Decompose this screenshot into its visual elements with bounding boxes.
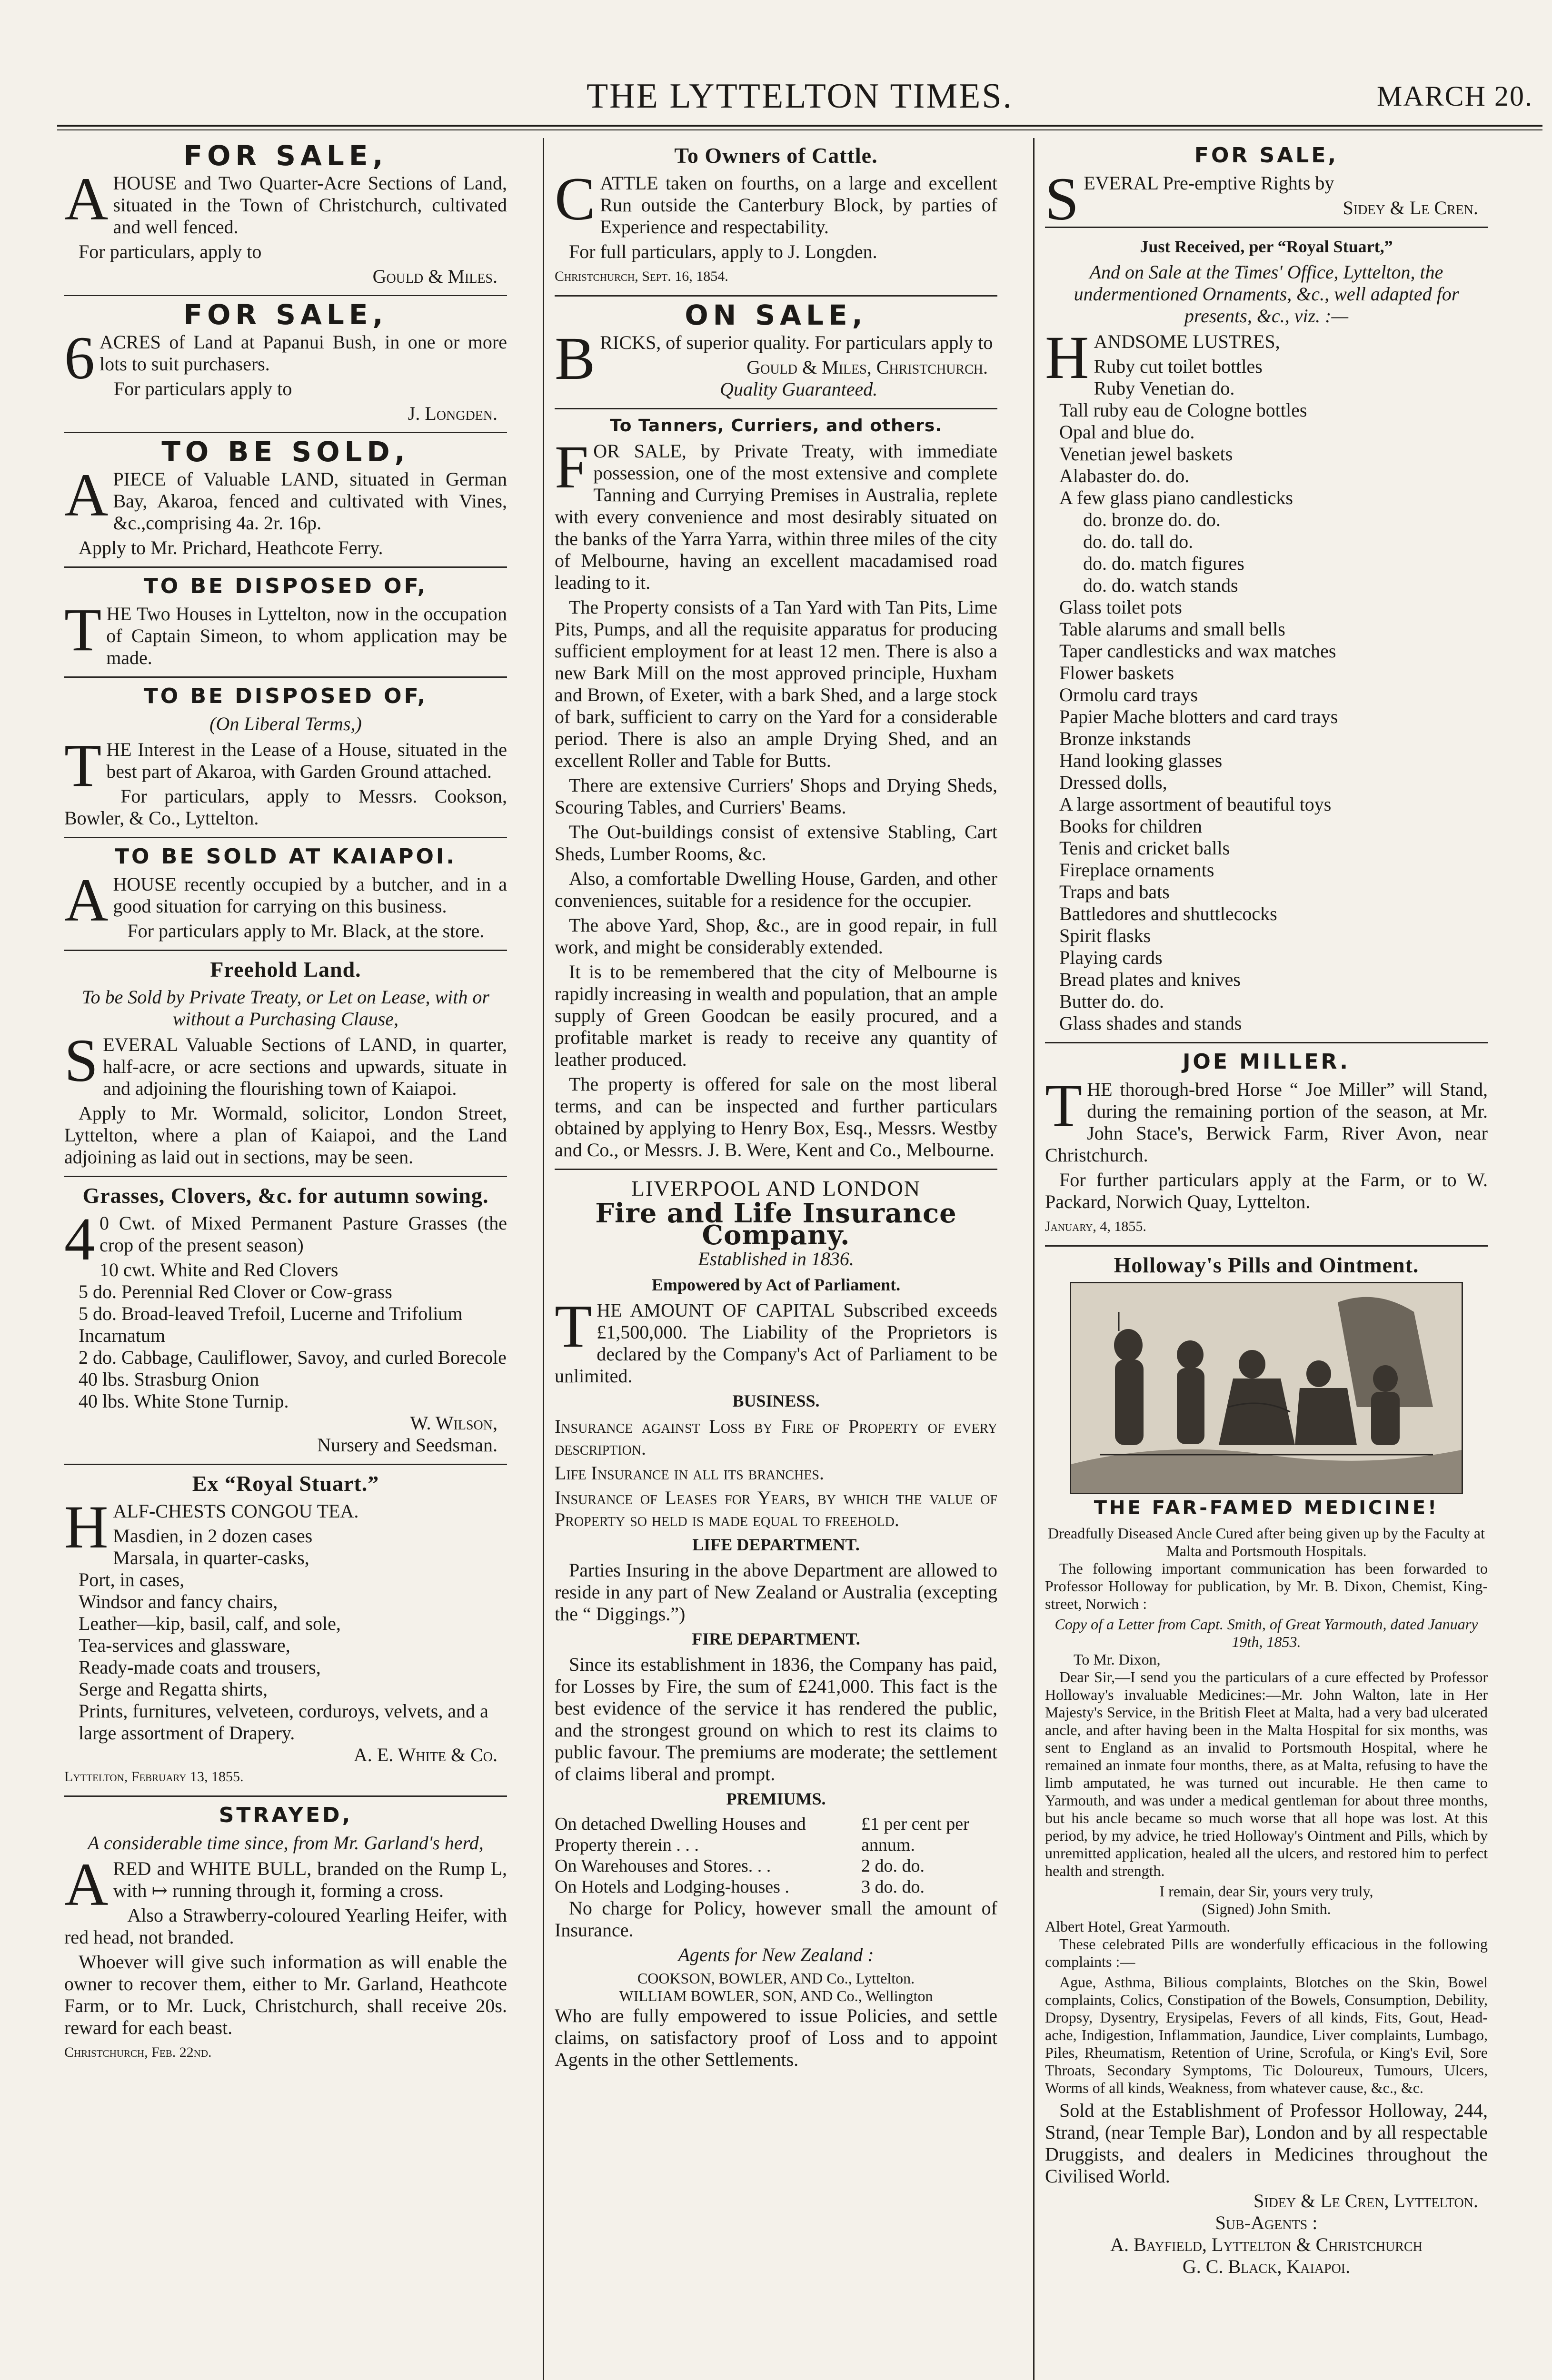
premium-item: On detached Dwelling Houses and Property therein . . .	[555, 1814, 806, 1855]
ad-heading: Just Received, per “Royal Stuart,”	[1140, 237, 1393, 256]
ad-subheading: To be Sold by Private Treaty, or Let on Lease, with or without a Purchasing Clause,	[82, 986, 489, 1030]
ad-text: No charge for Policy, however small the amount of Insurance.	[555, 1897, 997, 1941]
list-item: Tenis and cricket balls	[1059, 837, 1230, 859]
premium-item: On Hotels and Lodging-houses .	[555, 1877, 789, 1897]
list-item: do. bronze do. do.	[1083, 509, 1221, 530]
list-item: Hand looking glasses	[1059, 750, 1223, 771]
ad-heading: LIVERPOOL AND LONDON	[631, 1176, 921, 1200]
list-item: A large assortment of beautiful toys	[1059, 793, 1332, 815]
list-item: A few glass piano candlesticks	[1059, 487, 1293, 508]
divider	[64, 432, 507, 433]
ad-royal-stuart-goods	[64, 1473, 507, 1788]
divider	[64, 1795, 507, 1797]
list-item: Venetian jewel baskets	[1059, 443, 1233, 465]
ad-signature: J. Longden.	[408, 403, 497, 424]
premium-rate: 2 do. do.	[861, 1856, 925, 1876]
list-item: do. do. watch stands	[1083, 575, 1238, 596]
ad-heading: JOE MILLER.	[1183, 1050, 1350, 1074]
agent-line: A. Bayfield, Lyttelton & Christchurch	[1110, 2234, 1423, 2255]
ad-text: Dreadfully Diseased Ancle Cured after being given up by the Faculty at Malta and Portsmouth Hospitals.	[1048, 1525, 1485, 1559]
ad-text: The Property consists of a Tan Yard with Tan Pits, Lime Pits, Pumps, and all the requisite apparatus for producing sufficient employment for at least 12 men. There is also a new Bark Mill on the most approved principle, Huxham and Brown, of Exeter, with a bark Shed, and a large stock of bark, sufficient to carry on the Yard for a considerable period. There is also an ample Drying Shed, and an excellent Roller and Table for Butts.	[555, 596, 997, 771]
ad-text: For particulars, apply to Messrs. Cookson, Bowler, & Co., Lyttelton.	[64, 785, 507, 829]
column-rule-1	[543, 138, 544, 2380]
newspaper-title: THE LYTTELTON TIMES.	[586, 77, 1013, 116]
ad-text: Dear Sir,—I send you the particulars of a cure effected by Professor Holloway's invaluable Medicines:—Mr. John Walton, late in Her Majesty's Service, in the British Fleet at Malta, had a very bad ulcerated ancle, and after having been in the Malta Hospital for six months, was sent to England as an invalid to Portsmouth Hospital, where he remained an inmate four months, there, as at Malta, refusing to have the limb amputated, he was turned out incurable. He then came to Yarmouth, and was under a medical gentleman for about three months, but his ancle became so much worse that all hope was lost. At this period, by my advice, he tried Holloway's Ointment and Pills, which by unremitted application, healed all the ulcers, and restored him to perfect health and strength.	[1045, 1668, 1488, 1879]
list-item: Table alarums and small bells	[1059, 618, 1285, 640]
ad-heading: ON SALE,	[685, 299, 867, 331]
ad-text: The following important communication has been forwarded to Professor Holloway for publication, by Mr. B. Dixon, Chemist, King-street, Norwich :	[1045, 1560, 1488, 1612]
ad-joe-miller	[1045, 1051, 1488, 1238]
ad-grasses-clovers	[64, 1185, 507, 1456]
ad-text: Whoever will give such information as will enable the owner to recover them, either to Mr. Garland, Heathcote Farm, or to Mr. Luck, Christchurch, shall receive 20s. reward for each beast.	[64, 1951, 507, 2038]
ad-text: Life Insurance in all its branches.	[555, 1462, 825, 1484]
section-heading: LIFE DEPARTMENT.	[692, 1535, 860, 1554]
divider	[64, 295, 507, 296]
ad-heading: TO BE SOLD AT KAIAPOI.	[115, 844, 457, 869]
ad-heading: Freehold Land.	[210, 957, 361, 982]
ad-text: Ague, Asthma, Bilious complaints, Blotches on the Skin, Bowel complaints, Colics, Constipation of the Bowels, Consumption, Debility, Dropsy, Dysentry, Erysipelas, Fevers of all kinds, Fits, Gout, Head-ache, Indigestion, Inflammation, Jaundice, Liver complaints, Lumbago, Piles, Rheumatism, Retention of Urine, Scrofula, or King's Evil, Sore Throats, Secondary Symptoms, Tic Doloureux, Tumours, Ulcers, Worms of all kinds, Weakness, from whatever cause, &c., &c.	[1045, 1973, 1488, 2096]
ad-text: Who are fully empowered to issue Policies, and settle claims, on satisfactory proof of Loss and to appoint Agents in the other Settlements.	[555, 2005, 997, 2070]
list-item: 40 lbs. Strasburg Onion	[79, 1368, 259, 1390]
list-item: Tall ruby eau de Cologne bottles	[1059, 399, 1307, 421]
table-row	[555, 1876, 997, 1897]
list-item: Ruby cut toilet bottles	[1094, 356, 1263, 377]
ad-text: Insurance against Loss by Fire of Property of every description.	[555, 1416, 997, 1459]
list-item: Windsor and fancy chairs,	[79, 1591, 278, 1612]
list-item: Opal and blue do.	[1059, 421, 1195, 443]
ad-heading: Grasses, Clovers, &c. for autumn sowing.	[82, 1183, 489, 1208]
list-item: Taper candlesticks and wax matches	[1059, 640, 1336, 662]
list-item: Glass shades and stands	[1059, 1012, 1242, 1034]
ad-bricks	[555, 299, 997, 400]
ad-body: SEVERAL Valuable Sections of LAND, in quarter, half-acre, or acre sections and upwards, situate in and adjoining the flourishing town of Kaiapoi.	[64, 1027, 507, 1099]
ad-text: Parties Insuring in the above Department are allowed to reside in any part of New Zealand or Australia (excepting the “ Diggings.”)	[555, 1559, 997, 1625]
ad-body: HANDSOME LUSTRES,	[1045, 324, 1280, 391]
ad-heading: FOR SALE,	[183, 298, 388, 331]
issue-date: MARCH 20.	[1376, 80, 1533, 112]
established: Established in 1836.	[698, 1248, 854, 1269]
column-rule-2	[1033, 138, 1035, 2380]
list-item: Spirit flasks	[1059, 925, 1151, 946]
table-row	[555, 1814, 997, 1855]
list-item: Alabaster do. do.	[1059, 465, 1190, 486]
ad-text: These celebrated Pills are wonderfully efficacious in the following complaints :—	[1045, 1935, 1488, 1970]
list-item: Ready-made coats and trousers,	[79, 1656, 321, 1678]
ad-body: AHOUSE and Two Quarter-Acre Sections of Land, situated in the Town of Christchurch, cultivated and well fenced.	[64, 165, 507, 238]
sub-agents-heading: Sub-Agents :	[1215, 2212, 1318, 2233]
ad-signature: Gould & Miles.	[372, 266, 497, 287]
ad-body: THE thorough-bred Horse “ Joe Miller” will Stand, during the remaining portion of the season, at Mr. John Stace's, Berwick Farm, River Avon, near Christchurch.	[1045, 1071, 1488, 1166]
section-heading: BUSINESS.	[732, 1391, 820, 1410]
divider	[64, 1176, 507, 1177]
ad-text: The Out-buildings consist of extensive Stabling, Cart Sheds, Lumber Rooms, &c.	[555, 821, 997, 864]
premium-rate: £1 per cent per annum.	[861, 1814, 969, 1855]
ad-german-bay-land	[64, 436, 507, 559]
list-item: Ormolu card trays	[1059, 684, 1198, 705]
list-item: Tea-services and glassware,	[79, 1635, 290, 1656]
ad-strayed-bull	[64, 1805, 507, 2063]
section-heading: PREMIUMS.	[726, 1789, 826, 1808]
list-item: Serge and Regatta shirts,	[79, 1678, 268, 1700]
ad-two-houses	[64, 575, 507, 669]
seed-list	[64, 1259, 507, 1412]
premium-item: On Warehouses and Stores. . .	[555, 1856, 771, 1876]
ad-body: SEVERAL Pre-emptive Rights by	[1045, 165, 1334, 233]
ad-signature: A. E. White & Co.	[353, 1744, 497, 1765]
ad-signature: Gould & Miles, Christchurch.	[746, 357, 988, 378]
list-item: Dressed dolls,	[1059, 772, 1167, 793]
ad-house-for-sale	[64, 145, 507, 288]
ad-heading: TO BE DISPOSED OF,	[143, 684, 428, 708]
ad-signature: Sidey & Le Cren, Lyttelton.	[1254, 2190, 1478, 2211]
list-item: Leather—kip, basil, calf, and sole,	[79, 1613, 341, 1634]
list-item: Port, in cases,	[79, 1569, 185, 1590]
company-name: Fire and Life Insurance Company.	[595, 1198, 957, 1251]
divider	[64, 566, 507, 568]
ad-heading: Ex “Royal Stuart.”	[192, 1471, 379, 1496]
list-item: Prints, furnitures, velveteen, corduroys, velvets, and a large assortment of Drapery.	[79, 1700, 488, 1744]
ad-kaiapoi-house	[64, 846, 507, 942]
list-item: Battledores and shuttlecocks	[1059, 903, 1277, 924]
list-item: 10 cwt. White and Red Clovers	[99, 1259, 338, 1280]
ad-text: For further particulars apply at the Farm, or to W. Packard, Norwich Quay, Lyttelton.	[1045, 1169, 1488, 1212]
ad-signature-title: Nursery and Seedsman.	[317, 1434, 497, 1456]
ad-owners-of-cattle	[555, 145, 997, 288]
ad-pre-emptive-rights	[1045, 143, 1488, 233]
ad-body: FOR SALE, by Private Treaty, with immediate possession, one of the most extensive and complete Tanning and Currying Premises in Australia, replete with every convenience and most desirably situated on the banks of the Yarra Yarra, within three miles of the city of Melbourne, having an excellent macadamised road leading to it.	[555, 433, 997, 593]
ad-heading: To Tanners, Curriers, and others.	[609, 416, 943, 436]
divider	[64, 676, 507, 678]
ad-text: Apply to Mr. Wormald, solicitor, London Street, Lyttelton, where a plan of Kaiapoi, and the Land adjoining as laid out in sections, may be seen.	[64, 1102, 507, 1168]
ad-date: Lyttelton, February 13, 1855.	[64, 1769, 244, 1785]
ad-text: Also a Strawberry-coloured Yearling Heifer, with red head, not branded.	[64, 1904, 507, 1948]
section-heading: FIRE DEPARTMENT.	[692, 1629, 860, 1648]
ad-date: Christchurch, Feb. 22nd.	[64, 2044, 212, 2060]
ad-text: It is to be remembered that the city of Melbourne is rapidly increasing in wealth and population, that an ample supply of Green Goodcan be easily procured, and a profitable market is ready to receive any quantity of leather produced.	[555, 961, 997, 1070]
premiums-table	[555, 1814, 997, 1897]
engraving-illustration	[1070, 1282, 1463, 1494]
ad-tannery-sale	[555, 417, 997, 1161]
ad-tagline: Quality Guaranteed.	[720, 378, 878, 400]
empowered: Empowered by Act of Parliament.	[651, 1275, 901, 1294]
ad-text: Insurance of Leases for Years, by which the value of Property so held is made equal to freehold.	[555, 1487, 997, 1530]
divider	[64, 1464, 507, 1465]
list-item: Butter do. do.	[1059, 991, 1164, 1012]
list-item: 40 lbs. White Stone Turnip.	[79, 1390, 289, 1412]
ad-body: AHOUSE recently occupied by a butcher, and in a good situation for carrying on this business.	[64, 866, 507, 934]
ad-text: Copy of a Letter from Capt. Smith, of Great Yarmouth, dated January 19th, 1853.	[1055, 1616, 1478, 1650]
list-item: 2 do. Cabbage, Cauliflower, Savoy, and curled Borecole	[79, 1347, 507, 1368]
goods-list	[64, 1525, 507, 1744]
ad-heading: Holloway's Pills and Ointment.	[1114, 1253, 1419, 1277]
list-item: Bread plates and knives	[1059, 969, 1241, 990]
ad-heading: FOR SALE,	[1194, 143, 1339, 168]
ad-subheading: And on Sale at the Times' Office, Lyttelton, the undermentioned Ornaments, &c., well adapted for presents, &c., viz. :—	[1074, 261, 1459, 327]
ad-liverpool-london-insurance	[555, 1178, 997, 2071]
ad-subheading: A considerable time since, from Mr. Garland's herd,	[88, 1832, 484, 1854]
ad-freehold-land	[64, 959, 507, 1168]
table-row	[555, 1855, 997, 1876]
list-item: Glass toilet pots	[1059, 596, 1182, 618]
premium-rate: 3 do. do.	[861, 1877, 925, 1897]
divider	[64, 837, 507, 838]
ad-text: (Signed) John Smith.	[1202, 1900, 1331, 1917]
ad-subheading: (On Liberal Terms,)	[209, 713, 362, 734]
divider	[1045, 227, 1488, 228]
divider	[555, 408, 997, 409]
divider	[1045, 1042, 1488, 1043]
ad-body: THE Two Houses in Lyttelton, now in the occupation of Captain Simeon, to whom application may be made.	[64, 596, 507, 668]
list-item: 5 do. Broad-leaved Trefoil, Lucerne and Trifolium Incarnatum	[79, 1303, 463, 1346]
ad-body: HALF-CHESTS CONGOU TEA.	[64, 1493, 359, 1561]
ad-body: APIECE of Valuable LAND, situated in German Bay, Akaroa, fenced and cultivated with Vines, &c.,comprising 4a. 2r. 16p.	[64, 461, 507, 534]
agent-line: WILLIAM BOWLER, SON, AND Co., Wellington	[619, 1987, 933, 2004]
list-item: 5 do. Perennial Red Clover or Cow-grass	[79, 1281, 392, 1302]
divider	[1045, 1245, 1488, 1247]
ad-text: The property is offered for sale on the most liberal terms, and can be inspected and further particulars obtained by applying to Henry Box, Esq., Messrs. Westby and Co., or Messrs. J. B. Were, Kent and Co., Melbourne.	[555, 1073, 997, 1160]
ad-body: CATTLE taken on fourths, on a large and excellent Run outside the Canterbury Block, by parties of Experience and respectability.	[555, 165, 997, 238]
ad-lease-akaroa	[64, 685, 507, 829]
ad-text: There are extensive Curriers' Shops and Drying Sheds, Scouring Tables, and Curriers' Beams.	[555, 774, 997, 818]
ad-body: ARED and WHITE BULL, branded on the Rump L, with ↦ running through it, forming a cross.	[64, 1851, 507, 1918]
ad-text: Sold at the Establishment of Professor Holloway, 244, Strand, (near Temple Bar), London and by all respectable Druggists, and dealers in Medicines throughout the Civilised World.	[1045, 2100, 1488, 2187]
ad-body: THE AMOUNT OF CAPITAL Subscribed exceeds £1,500,000. The Liability of the Proprietors is declared by the Company's Act of Parliament to be unlimited.	[555, 1292, 997, 1387]
masthead	[57, 71, 1542, 124]
ad-text: For particulars, apply to	[79, 241, 262, 262]
ad-body: 40 Cwt. of Mixed Permanent Pasture Grasses (the crop of the present season)	[64, 1205, 507, 1273]
ad-signature: Sidey & Le Cren.	[1343, 197, 1478, 218]
ad-text: I remain, dear Sir, yours very truly,	[1159, 1883, 1373, 1900]
ad-ornaments	[1045, 236, 1488, 1034]
ad-date: January, 4, 1855.	[1045, 1219, 1146, 1234]
ad-text: For particulars apply to	[114, 378, 292, 399]
ad-text: For full particulars, apply to J. Longden.	[569, 241, 877, 262]
ad-text: Also, a comfortable Dwelling House, Garden, and other conveniences, suitable for a residence for the occupier.	[555, 868, 997, 911]
masthead-rule-bottom	[57, 129, 1542, 130]
agent-line: G. C. Black, Kaiapoi.	[1182, 2256, 1351, 2277]
ad-holloways-pills	[1045, 1254, 1488, 2278]
list-item: do. do. match figures	[1083, 553, 1244, 574]
ad-signature: W. Wilson,	[410, 1412, 497, 1434]
ad-text: For particulars apply to Mr. Black, at the store.	[127, 920, 485, 942]
list-item: do. do. tall do.	[1083, 531, 1194, 552]
divider	[555, 295, 997, 297]
ad-papanui-acres	[64, 298, 507, 425]
ad-date: Christchurch, Sept. 16, 1854.	[555, 268, 728, 284]
ad-body: 6ACRES of Land at Papanui Bush, in one or more lots to suit purchasers.	[64, 324, 507, 392]
column-3	[1045, 143, 1488, 2380]
list-item: Playing cards	[1059, 947, 1163, 968]
list-item: Papier Mache blotters and card trays	[1059, 706, 1338, 727]
ad-text: Apply to Mr. Prichard, Heathcote Ferry.	[79, 537, 383, 558]
ornament-list	[1045, 356, 1488, 1034]
ad-text: Albert Hotel, Great Yarmouth.	[1045, 1918, 1231, 1935]
ad-heading: TO BE DISPOSED OF,	[143, 574, 428, 598]
divider	[555, 1169, 997, 1170]
banner: THE FAR-FAMED MEDICINE!	[1094, 1497, 1439, 1519]
divider	[64, 950, 507, 951]
list-item: Ruby Venetian do.	[1094, 377, 1235, 399]
ad-heading: To Owners of Cattle.	[674, 143, 878, 168]
agents-heading: Agents for New Zealand :	[678, 1944, 874, 1965]
ad-heading: TO BE SOLD,	[161, 436, 410, 468]
ad-text: Since its establishment in 1836, the Company has paid, for Losses by Fire, the sum of £241,000. This fact is the best evidence of the service it has rendered the public, and the strongest ground on which to rest its claims to public favour. The premiums are moderate; the settlement of claims liberal and prompt.	[555, 1654, 997, 1785]
ad-body: THE Interest in the Lease of a House, situated in the best part of Akaroa, with Garden Ground attached.	[64, 732, 507, 799]
ad-body: BRICKS, of superior quality. For particulars apply to	[555, 325, 993, 392]
masthead-rule-top	[57, 125, 1542, 127]
list-item: Bronze inkstands	[1059, 728, 1191, 749]
ad-text: To Mr. Dixon,	[1074, 1651, 1161, 1668]
column-1	[64, 143, 507, 2380]
list-item: Fireplace ornaments	[1059, 859, 1214, 881]
ad-text: The above Yard, Shop, &c., are in good repair, in full work, and might be considerably extended.	[555, 914, 997, 958]
list-item: Traps and bats	[1059, 881, 1170, 902]
column-2	[555, 143, 997, 2380]
list-item: Masdien, in 2 dozen cases	[113, 1525, 313, 1547]
ad-heading: STRAYED,	[219, 1803, 353, 1827]
list-item: Marsala, in quarter-casks,	[113, 1547, 309, 1568]
ad-heading: FOR SALE,	[183, 143, 388, 172]
agent-line: COOKSON, BOWLER, AND Co., Lyttelton.	[637, 1970, 915, 1987]
list-item: Flower baskets	[1059, 662, 1174, 684]
list-item: Books for children	[1059, 815, 1202, 837]
